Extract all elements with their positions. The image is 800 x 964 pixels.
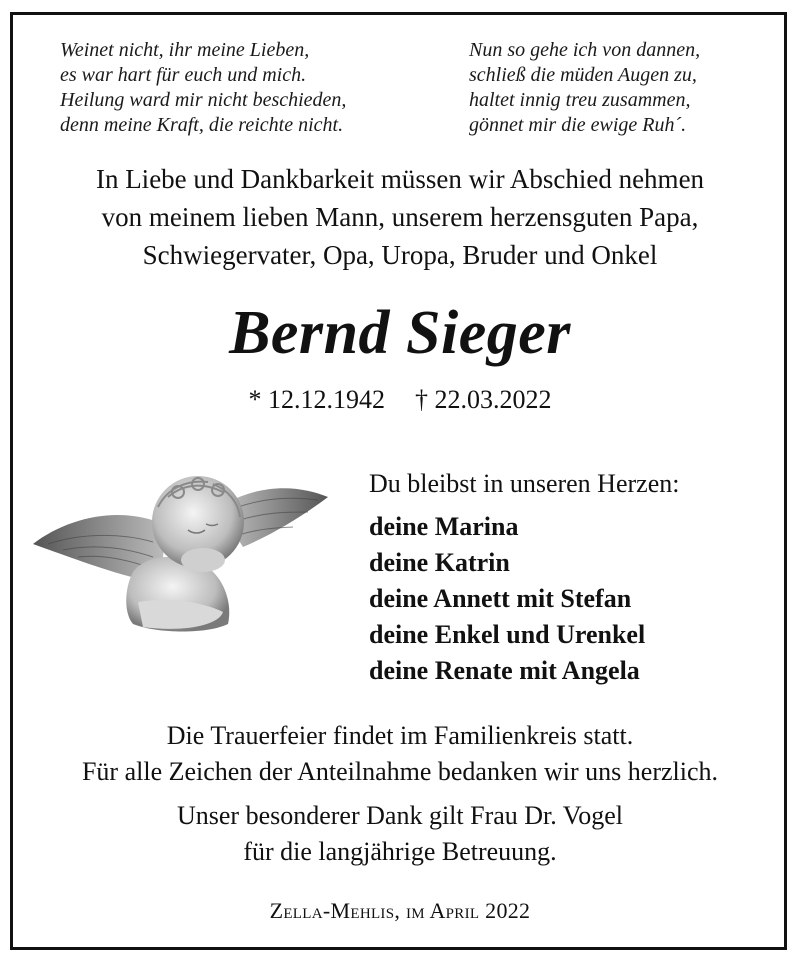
intro-line: In Liebe und Dankbarkeit müssen wir Abschied nehmen: [95, 164, 705, 194]
poem-left: [60, 38, 346, 138]
poem-line: haltet innig treu zusammen,: [469, 89, 691, 111]
intro-line: von meinem lieben Mann, unserem herzensguten Papa,: [101, 202, 699, 232]
angel-image: [28, 452, 333, 642]
family-member: deine Katrin: [369, 548, 510, 577]
place-date: Zella-Mehlis, im April 2022: [269, 898, 531, 923]
birth-date: * 12.12.1942: [248, 385, 385, 414]
poem-line: denn meine Kraft, die reichte nicht.: [60, 114, 344, 136]
family-member: deine Marina: [369, 512, 519, 541]
poem-right: [469, 38, 700, 138]
service-note: [0, 718, 800, 790]
family-list: [369, 509, 645, 689]
intro-text: [0, 160, 800, 274]
family-member: deine Renate mit Angela: [369, 656, 640, 685]
poem-line: Heilung ward mir nicht beschieden,: [60, 89, 347, 111]
life-dates: [0, 383, 800, 417]
thanks-note: [0, 798, 800, 870]
service-line: Die Trauerfeier findet im Familienkreis statt.: [166, 721, 634, 750]
remembrance-line: Du bleibst in unseren Herzen:: [369, 469, 680, 498]
poem-line: es war hart für euch und mich.: [60, 64, 307, 86]
death-date: † 22.03.2022: [415, 385, 552, 414]
poem-line: Weinet nicht, ihr meine Lieben,: [60, 39, 310, 61]
thanks-line: Unser besonderer Dank gilt Frau Dr. Vogel: [176, 801, 623, 830]
deceased-name: Bernd Sieger: [229, 299, 571, 367]
thanks-line: für die langjährige Betreuung.: [243, 837, 557, 866]
poem-line: Nun so gehe ich von dannen,: [469, 39, 701, 61]
intro-line: Schwiegervater, Opa, Uropa, Bruder und Onkel: [142, 240, 658, 270]
family-member: deine Annett mit Stefan: [369, 584, 632, 613]
poem-line: schließ die müden Augen zu,: [469, 64, 697, 86]
poem-line: gönnet mir die ewige Ruh´.: [469, 114, 687, 136]
family-member: deine Enkel und Urenkel: [369, 620, 646, 649]
service-line: Für alle Zeichen der Anteilnahme bedanken wir uns herzlich.: [81, 757, 719, 786]
